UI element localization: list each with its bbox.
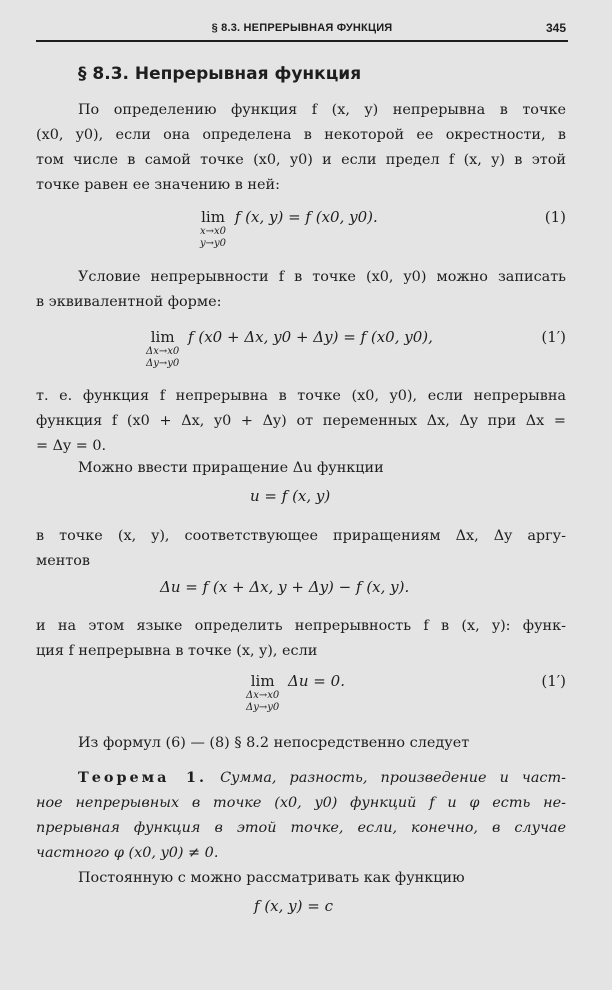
text-line: т. е. функция f непрерывна в точке (x0, y0), если непрерывна <box>36 388 566 404</box>
paragraph-from-formulas <box>36 731 566 756</box>
lim-sub-x: Δx→x0 <box>146 346 180 357</box>
text-line <box>36 765 566 791</box>
text-line: Из формул (6) — (8) § 8.2 непосредственно следует <box>78 735 470 751</box>
text-line <box>36 816 566 841</box>
text-line: функция f (x0 + Δx, y0 + Δy) от переменных Δx, Δy при Δx = <box>36 413 566 429</box>
equation-number: (1) <box>544 208 566 226</box>
paragraph-condition <box>36 265 566 315</box>
limit-operator <box>146 328 179 370</box>
text-line: точке равен ее значению в ней: <box>36 177 280 193</box>
paragraph-definition <box>36 98 566 198</box>
text-line: Постоянную c можно рассматривать как функцию <box>78 870 465 886</box>
equation-body: f (x, y) = f (x0, y0). <box>234 208 378 226</box>
lim-sub-x: Δx→x0 <box>246 690 280 701</box>
text-line: = Δy = 0. <box>36 438 107 454</box>
text-line: том числе в самой точке (x0, y0) и если предел f (x, y) в этой <box>36 152 566 168</box>
text-line: в эквивалентной форме: <box>36 294 222 310</box>
paragraph-ie <box>36 384 566 459</box>
text-line: ментов <box>36 553 91 569</box>
lim-sub-x: x→x0 <box>200 226 227 237</box>
equation-1 <box>200 208 378 250</box>
text-line: ция f непрерывна в точке (x, y), если <box>36 643 318 659</box>
equation-body: Δu = 0. <box>288 672 345 690</box>
lim-sub-y: y→y0 <box>200 238 227 249</box>
page-number: 345 <box>545 21 566 35</box>
theorem-1 <box>36 765 566 866</box>
text-line: и на этом языке определить непрерывность f в (x, y): функ- <box>36 618 566 634</box>
text-line: Можно ввести приращение Δu функции <box>78 460 384 476</box>
text-line <box>36 841 566 866</box>
theorem-text: частного φ (x0, y0) ≠ 0. <box>36 845 219 861</box>
paragraph-constant <box>36 866 566 891</box>
equation-body: u = f (x, y) <box>250 487 331 505</box>
equation-1-prime-delta <box>246 672 345 714</box>
equation-body: Δu = f (x + Δx, y + Δy) − f (x, y). <box>160 578 410 596</box>
text-line <box>36 791 566 816</box>
equation-body: f (x0 + Δx, y0 + Δy) = f (x0, y0), <box>188 328 433 346</box>
paragraph-increment <box>36 456 566 481</box>
lim-sub-y: Δy→y0 <box>246 702 280 713</box>
limit-operator <box>246 672 279 714</box>
equation-1-prime <box>146 328 433 370</box>
lim-text: lim <box>250 672 275 690</box>
equation-constant <box>254 897 333 915</box>
theorem-text: прерывная функция в этой точке, если, конечно, в случае <box>36 820 566 836</box>
lim-text: lim <box>150 328 175 346</box>
limit-operator <box>200 208 226 250</box>
equation-number: (1′) <box>541 328 566 346</box>
equation-u <box>250 487 330 505</box>
equation-delta-u <box>160 578 409 596</box>
running-header-title: § 8.3. НЕПРЕРЫВНАЯ ФУНКЦИЯ <box>211 22 393 34</box>
equation-number: (1′) <box>541 672 566 690</box>
theorem-text: ное непрерывных в точке (x0, y0) функций f и φ есть не- <box>36 795 566 811</box>
paragraph-language <box>36 614 566 664</box>
text-line: (x0, y0), если она определена в некоторой ее окрестности, в <box>36 127 566 143</box>
theorem-label: Теорема 1. <box>78 769 208 786</box>
section-title: § 8.3. Непрерывная функция <box>78 64 362 84</box>
lim-text: lim <box>201 208 225 226</box>
text-line: в точке (x, y), соответствующее приращениям Δx, Δy аргу- <box>36 528 566 544</box>
paragraph-at-point <box>36 524 566 574</box>
running-header <box>36 18 568 42</box>
theorem-text: Сумма, разность, произведение и част- <box>220 770 567 786</box>
equation-body: f (x, y) = c <box>254 897 333 915</box>
text-line: Условие непрерывности f в точке (x0, y0) можно записать <box>78 269 566 285</box>
text-line: По определению функция f (x, y) непрерывна в точке <box>78 102 566 118</box>
lim-sub-y: Δy→y0 <box>146 358 180 369</box>
